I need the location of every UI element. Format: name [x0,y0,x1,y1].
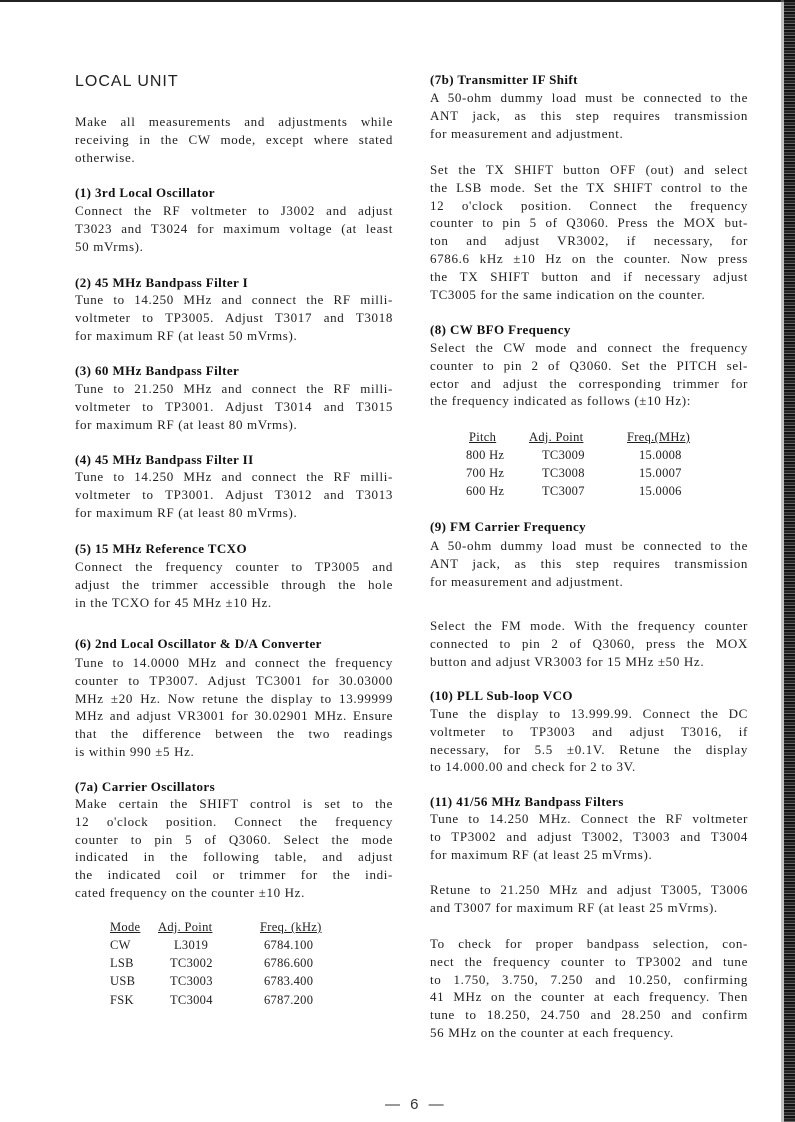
section-4-text: Tune to 14.250 MHz and connect the RF milli- voltmeter to TP3001. Adjust T3012 and T3013 for maximum RF (at least 80 mVrms). [75,469,393,520]
table-row: 800 Hz TC3009 15.0008 [466,447,682,462]
section-5-heading: (5) 15 MHz Reference TCXO [75,541,247,556]
section-9-text: A 50-ohm dummy load must be connected to the ANT jack, as this step requires transmission for measurement and adjustment. [430,538,748,589]
section-1-heading: (1) 3rd Local Oscillator [75,185,215,200]
section-11-text: Tune to 14.250 MHz. Connect the RF voltmeter to TP3002 and adjust T3002, T3003 and T3004 for maximum RF (at least 25 mVrms). [430,811,748,862]
scan-edge [784,0,795,1122]
section-2-heading: (2) 45 MHz Bandpass Filter I [75,275,249,290]
section-10-text: Tune the display to 13.999.99. Connect the DC voltmeter to TP3003 and adjust T3016, if necessary, for 5.5 ±0.1V. Retune the display to 14.000.00 and check for 2 to 3V. [430,706,748,775]
cw-bfo-table [466,430,690,501]
section-7a-heading: (7a) Carrier Oscillators [75,779,216,794]
section-7b-heading: (7b) Transmitter IF Shift [430,72,578,87]
page-title: LOCAL UNIT [75,73,179,90]
page-number: — 6 — [385,1096,447,1113]
carrier-oscillator-table [110,920,322,1010]
section-7b-text: A 50-ohm dummy load must be connected to the ANT jack, as this step requires transmission for measurement and adjustment. [430,90,748,141]
section-7a-text: Make certain the SHIFT control is set to the 12 o'clock position. Connect the frequency counter to pin 5 of Q3060. Select the mode indicated in the following table, and adjust the indicated coil or trimmer for the indi- cated frequency on the counter ±10 Hz. [75,796,393,900]
section-10-heading: (10) PLL Sub-loop VCO [430,688,573,703]
section-3-text: Tune to 21.250 MHz and connect the RF milli- voltmeter to TP3001. Adjust T3014 and T3015 for maximum RF (at least 80 mVrms). [75,381,393,432]
table-row: LSB TC3002 6786.600 [110,956,314,971]
table-row: FSK TC3004 6787.200 [110,992,314,1007]
table-row: CW L3019 6784.100 [110,937,314,952]
intro-paragraph: Make all measurements and adjustments while receiving in the CW mode, except where stated otherwise. [75,114,393,165]
section-8-text: Select the CW mode and connect the frequency counter to pin 2 of Q3060. Set the PITCH sel- ector and adjust the corresponding trimmer for the frequency indicated as follows (±10 Hz): [430,340,748,409]
section-9-heading: (9) FM Carrier Frequency [430,519,587,534]
section-7b-text-2: Set the TX SHIFT button OFF (out) and select the LSB mode. Set the TX SHIFT control to the 12 o'clock position. Connect the frequency counter to pin 5 of Q3060. Press the MOX but- ton and adjust VR3002, if necessary, for 6786.6 kHz ±10 Hz on the counter. Now press the TX SHIFT button and if necessary adjust TC3005 for the same indication on the counter. [430,162,748,302]
section-11-text-3: To check for proper bandpass selection, con- nect the frequency counter to TP3002 and tune to 1.750, 3.750, 7.250 and 10.250, confirming 41 MHz on the counter at each frequency. Then tune to 18.250, 24.750 and 28.250 and confirm 56 MHz on the counter at each frequency. [430,936,748,1040]
table-row: 700 Hz TC3008 15.0007 [466,466,682,481]
section-8-heading: (8) CW BFO Frequency [430,322,571,337]
section-6-text: Tune to 14.0000 MHz and connect the frequency counter to TP3007. Adjust TC3001 for 30.03000 MHz ±20 Hz. Now retune the display to 13.99999 MHz and adjust VR3001 for 30.02901 MHz. Ensure that the difference between the two readings is within 990 ±5 Hz. [75,655,393,759]
table-row: USB TC3003 6783.400 [110,974,314,989]
section-5-text: Connect the frequency counter to TP3005 and adjust the trimmer accessible through the hole in the TCXO for 45 MHz ±10 Hz. [75,559,393,610]
table-header-row: Mode Adj. Point Freq. (kHz) [110,920,322,934]
section-11-heading: (11) 41/56 MHz Bandpass Filters [430,794,624,809]
section-11-text-2: Retune to 21.250 MHz and adjust T3005, T3006 and T3007 for maximum RF (at least 25 mVrms). [430,882,748,915]
table-header-row: Pitch Adj. Point Freq.(MHz) [469,430,691,444]
section-9-text-2: Select the FM mode. With the frequency counter connected to pin 2 of Q3060, press the MOX button and adjust VR3003 for 15 MHz ±50 Hz. [430,618,748,669]
top-border [0,0,790,2]
section-6-heading: (6) 2nd Local Oscillator & D/A Converter [75,636,322,651]
section-1-text: Connect the RF voltmeter to J3002 and adjust T3023 and T3024 for maximum voltage (at least 50 mVrms). [75,203,393,254]
table-row: 600 Hz TC3007 15.0006 [466,484,682,499]
section-2-text: Tune to 14.250 MHz and connect the RF milli- voltmeter to TP3005. Adjust T3017 and T3018 for maximum RF (at least 50 mVrms). [75,292,393,343]
section-3-heading: (3) 60 MHz Bandpass Filter [75,363,240,378]
section-4-heading: (4) 45 MHz Bandpass Filter II [75,452,254,467]
